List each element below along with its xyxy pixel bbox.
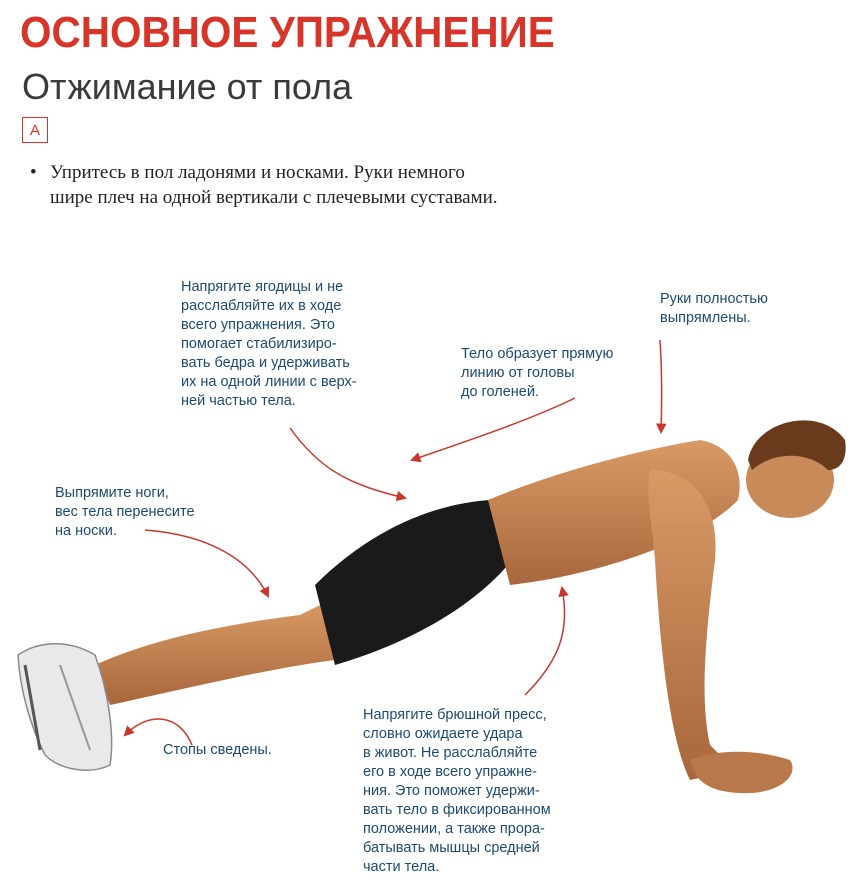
arrow-body-line: [412, 398, 575, 460]
bullet-marker: •: [30, 162, 37, 183]
figure-head: [746, 420, 846, 518]
page-title: ОСНОВНОЕ УПРАЖНЕНИЕ: [20, 8, 555, 57]
annotation-body-line: Тело образует прямую линию от головы до голеней.: [461, 346, 614, 400]
running-shoe-icon: [18, 644, 112, 770]
annotation-abs: Напрягите брюшной пресс, словно ожидаете удара в живот. Не расслабляйте его в ходе всего упражне- ния. Это поможет удержи- вать тело в фиксированном положении, а также прора- батывать мышцы средней части тела.: [363, 707, 551, 875]
figure-shorts: [315, 500, 512, 665]
annotation-legs: Выпрямите ноги, вес тела перенесите на носки.: [55, 485, 195, 539]
figure-legs: [95, 600, 335, 705]
arrow-abs: [525, 588, 565, 695]
figure-hand: [690, 752, 793, 793]
step-badge: A: [22, 117, 48, 143]
annotation-feet: Стопы сведены.: [163, 742, 272, 758]
arrow-arms: [660, 340, 662, 432]
figure-arm: [648, 470, 735, 780]
exercise-name: Отжимание от пола: [22, 66, 353, 107]
annotation-glutes: Напрягите ягодицы и не расслабляйте их в ходе всего упражнения. Это помогает стабилизиро- вать бедра и удерживать их на одной линии с верх- ней частью тела.: [181, 279, 357, 409]
arrow-glutes: [290, 428, 405, 498]
annotation-arms: Руки полностью выпрямлены.: [660, 291, 768, 326]
instruction-text: Упритесь в пол ладонями и носками. Руки немного шире плеч на одной вертикали с плечевыми суставами.: [50, 162, 498, 208]
